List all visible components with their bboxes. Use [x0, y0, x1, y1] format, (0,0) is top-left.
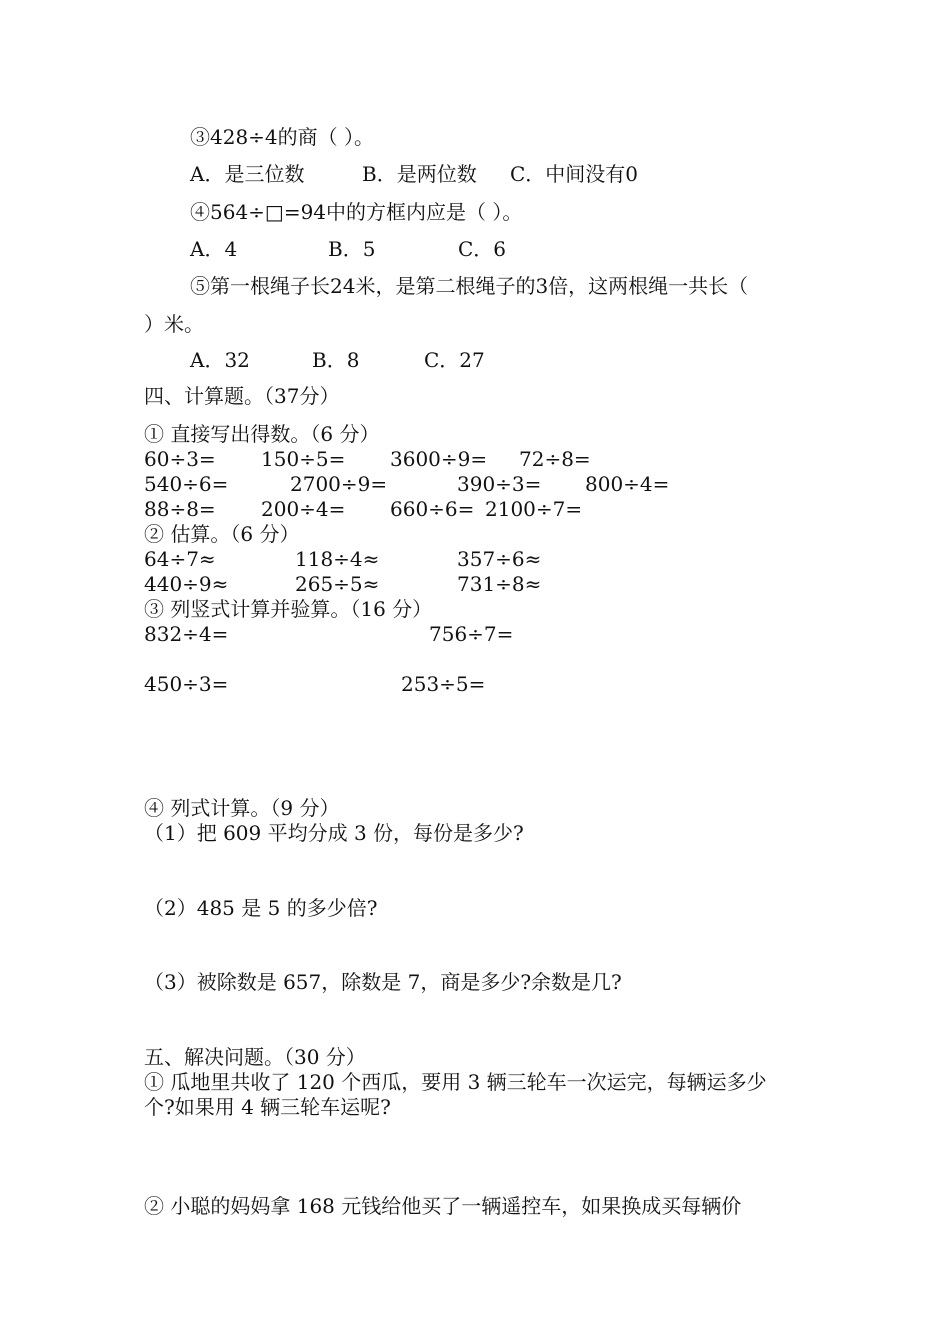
question-3-option-a: A．是三位数 — [190, 162, 305, 186]
question-4-option-b: B．5 — [328, 237, 376, 261]
estimate-item: 265÷5≈ — [295, 572, 380, 596]
oral-calc-item: 800÷4= — [585, 472, 670, 496]
estimate-item: 357÷6≈ — [457, 547, 542, 571]
vertical-calc-item: 253÷5= — [401, 672, 486, 696]
oral-calc-item: 2100÷7= — [485, 497, 583, 521]
question-3-option-c: C．中间没有0 — [510, 162, 639, 186]
estimate-item: 118÷4≈ — [295, 547, 380, 571]
word-calc-item: （1）把 609 平均分成 3 份，每份是多少? — [144, 821, 524, 845]
question-5-stem-line1: ⑤第一根绳子长24米，是第二根绳子的3倍，这两根绳一共长（ — [190, 274, 749, 298]
question-5-option-c: C．27 — [424, 348, 485, 372]
section-5-title: 五、解决问题。（30 分） — [144, 1045, 366, 1069]
vertical-calc-item: 450÷3= — [144, 672, 229, 696]
section-4-title: 四、计算题。（37分） — [144, 384, 340, 408]
problem-1-line2: 个?如果用 4 辆三轮车运呢? — [144, 1095, 391, 1119]
oral-calc-item: 72÷8= — [519, 447, 591, 471]
estimate-item: 440÷9≈ — [144, 572, 229, 596]
problem-1-line1: ① 瓜地里共收了 120 个西瓜，要用 3 辆三轮车一次运完，每辆运多少 — [144, 1070, 767, 1094]
oral-calc-item: 540÷6= — [144, 472, 229, 496]
question-3-option-b: B．是两位数 — [362, 162, 477, 186]
oral-calc-item: 88÷8= — [144, 497, 216, 521]
oral-calc-item: 2700÷9= — [290, 472, 388, 496]
oral-calc-item: 200÷4= — [261, 497, 346, 521]
part-1-title: ① 直接写出得数。（6 分） — [144, 422, 380, 446]
question-5-option-b: B．8 — [312, 348, 360, 372]
estimate-item: 731÷8≈ — [457, 572, 542, 596]
part-2-title: ② 估算。（6 分） — [144, 522, 300, 546]
estimate-item: 64÷7≈ — [144, 547, 216, 571]
question-4-stem: ④564÷□=94中的方框内应是（ ）。 — [190, 200, 523, 224]
word-calc-item: （2）485 是 5 的多少倍? — [144, 896, 378, 920]
question-3-stem: ③428÷4的商（ ）。 — [190, 125, 375, 149]
question-5-stem-line2: ）米。 — [144, 312, 204, 336]
oral-calc-item: 660÷6= — [390, 497, 475, 521]
problem-2-line1: ② 小聪的妈妈拿 168 元钱给他买了一辆遥控车，如果换成买每辆价 — [144, 1194, 742, 1218]
question-4-option-a: A．4 — [190, 237, 238, 261]
part-4-title: ④ 列式计算。（9 分） — [144, 796, 340, 820]
oral-calc-item: 3600÷9= — [390, 447, 488, 471]
question-5-option-a: A．32 — [190, 348, 250, 372]
vertical-calc-item: 756÷7= — [429, 622, 514, 646]
vertical-calc-item: 832÷4= — [144, 622, 229, 646]
oral-calc-item: 60÷3= — [144, 447, 216, 471]
word-calc-item: （3）被除数是 657，除数是 7，商是多少?余数是几? — [144, 970, 622, 994]
question-4-option-c: C．6 — [458, 237, 507, 261]
part-3-title: ③ 列竖式计算并验算。（16 分） — [144, 597, 433, 621]
oral-calc-item: 150÷5= — [261, 447, 346, 471]
oral-calc-item: 390÷3= — [457, 472, 542, 496]
